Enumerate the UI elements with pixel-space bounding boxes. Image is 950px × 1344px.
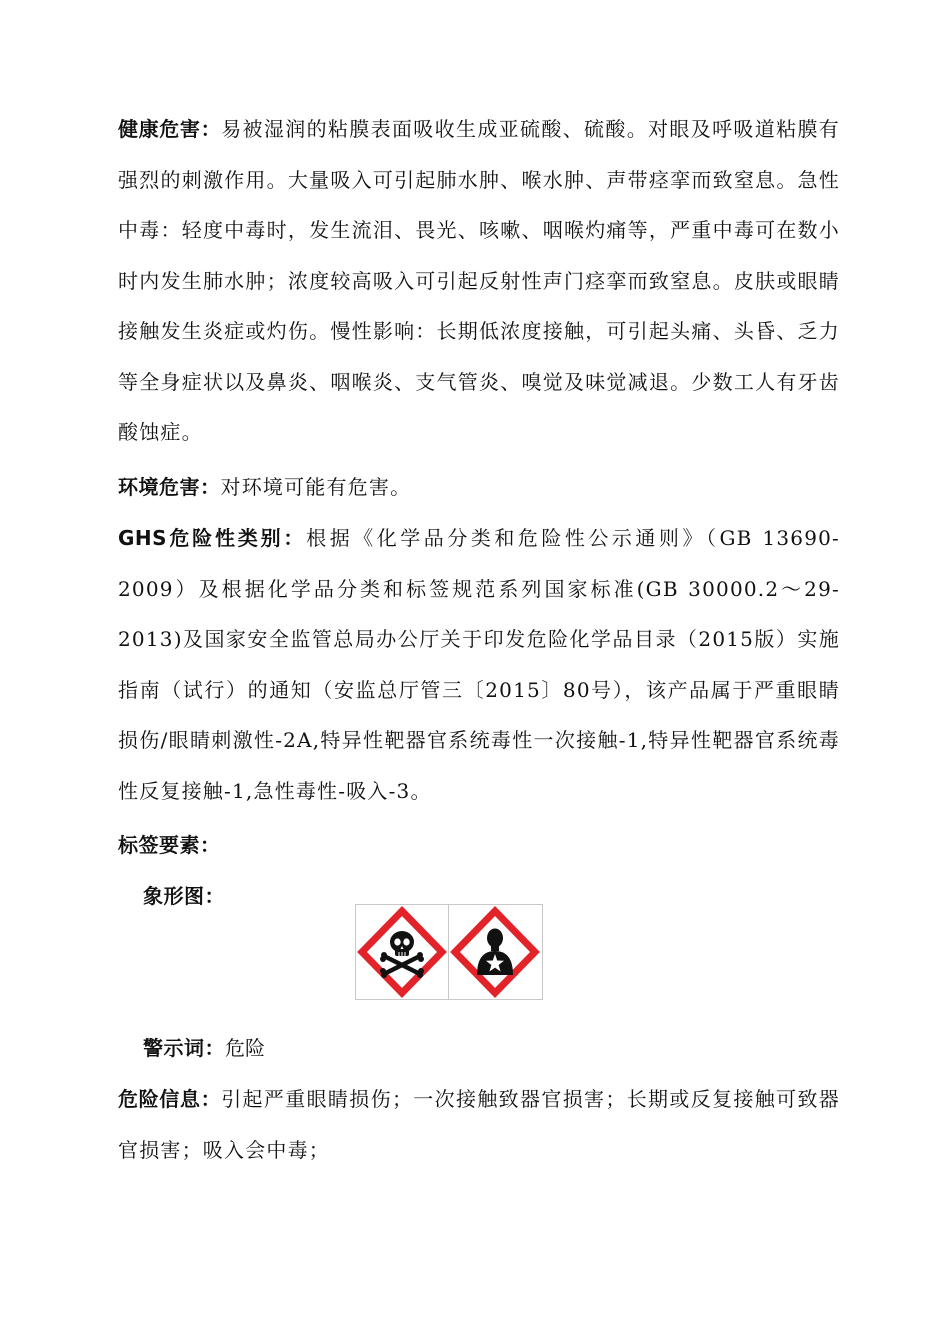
hazard-information-paragraph (118, 1074, 840, 1175)
ghs-category-paragraph (118, 513, 840, 816)
health-hazard-text: 易被湿润的粘膜表面吸收生成亚硫酸、硫酸。对眼及呼吸道粘膜有强烈的刺激作用。大量吸入可引起肺水肿、喉水肿、声带痉挛而致窒息。急性中毒：轻度中毒时，发生流泪、畏光、咳嗽、咽喉灼痛等，严重中毒可在数小时内发生肺水肿；浓度较高吸入可引起反射性声门痉挛而致窒息。皮肤或眼睛接触发生炎症或灼伤。慢性影响：长期低浓度接触，可引起头痛、头昏、乏力等全身症状以及鼻炎、咽喉炎、支气管炎、嗅觉及味觉减退。少数工人有牙齿酸蚀症。 (118, 117, 840, 444)
pictogram-heading-paragraph (143, 871, 225, 922)
label-elements-heading-paragraph (118, 820, 840, 871)
environment-hazard-label: 环境危害： (118, 475, 221, 499)
signal-word-paragraph (143, 1023, 265, 1074)
ghs-category-text: 根据《化学品分类和危险性公示通则》（GB 13690-2009）及根据化学品分类和标签规范系列国家标准(GB 30000.2～29-2013)及国家安全监管总局办公厅关于印发危险化学品目录（2015版）实施指南（试行）的通知（安监总厅管三〔2015〕80号），该产品属于严重眼睛损伤/眼睛刺激性-2A,特异性靶器官系统毒性一次接触-1,特异性靶器官系统毒性反复接触-1,急性毒性-吸入-3。 (118, 526, 840, 803)
ghs-category-label: GHS危险性类别： (118, 526, 307, 550)
health-hazard-pictogram (449, 904, 543, 1000)
health-hazard-label: 健康危害： (118, 117, 222, 141)
skull-crossbones-icon (356, 905, 448, 999)
signal-word-label: 警示词： (143, 1036, 225, 1060)
hazard-information-text: 引起严重眼睛损伤；一次接触致器官损害；长期或反复接触可致器官损害；吸入会中毒； (118, 1087, 840, 1162)
signal-word-text: 危险 (225, 1036, 265, 1060)
environment-hazard-text: 对环境可能有危害。 (220, 475, 412, 499)
pictogram-heading: 象形图： (143, 884, 225, 908)
label-elements-heading: 标签要素： (118, 833, 221, 857)
environment-hazard-paragraph (118, 462, 840, 513)
skull-crossbones-pictogram (355, 904, 449, 1000)
hazard-information-label: 危险信息： (118, 1087, 222, 1111)
health-hazard-icon (449, 905, 541, 999)
health-hazard-paragraph (118, 104, 840, 458)
ghs-pictograms (355, 904, 543, 1000)
